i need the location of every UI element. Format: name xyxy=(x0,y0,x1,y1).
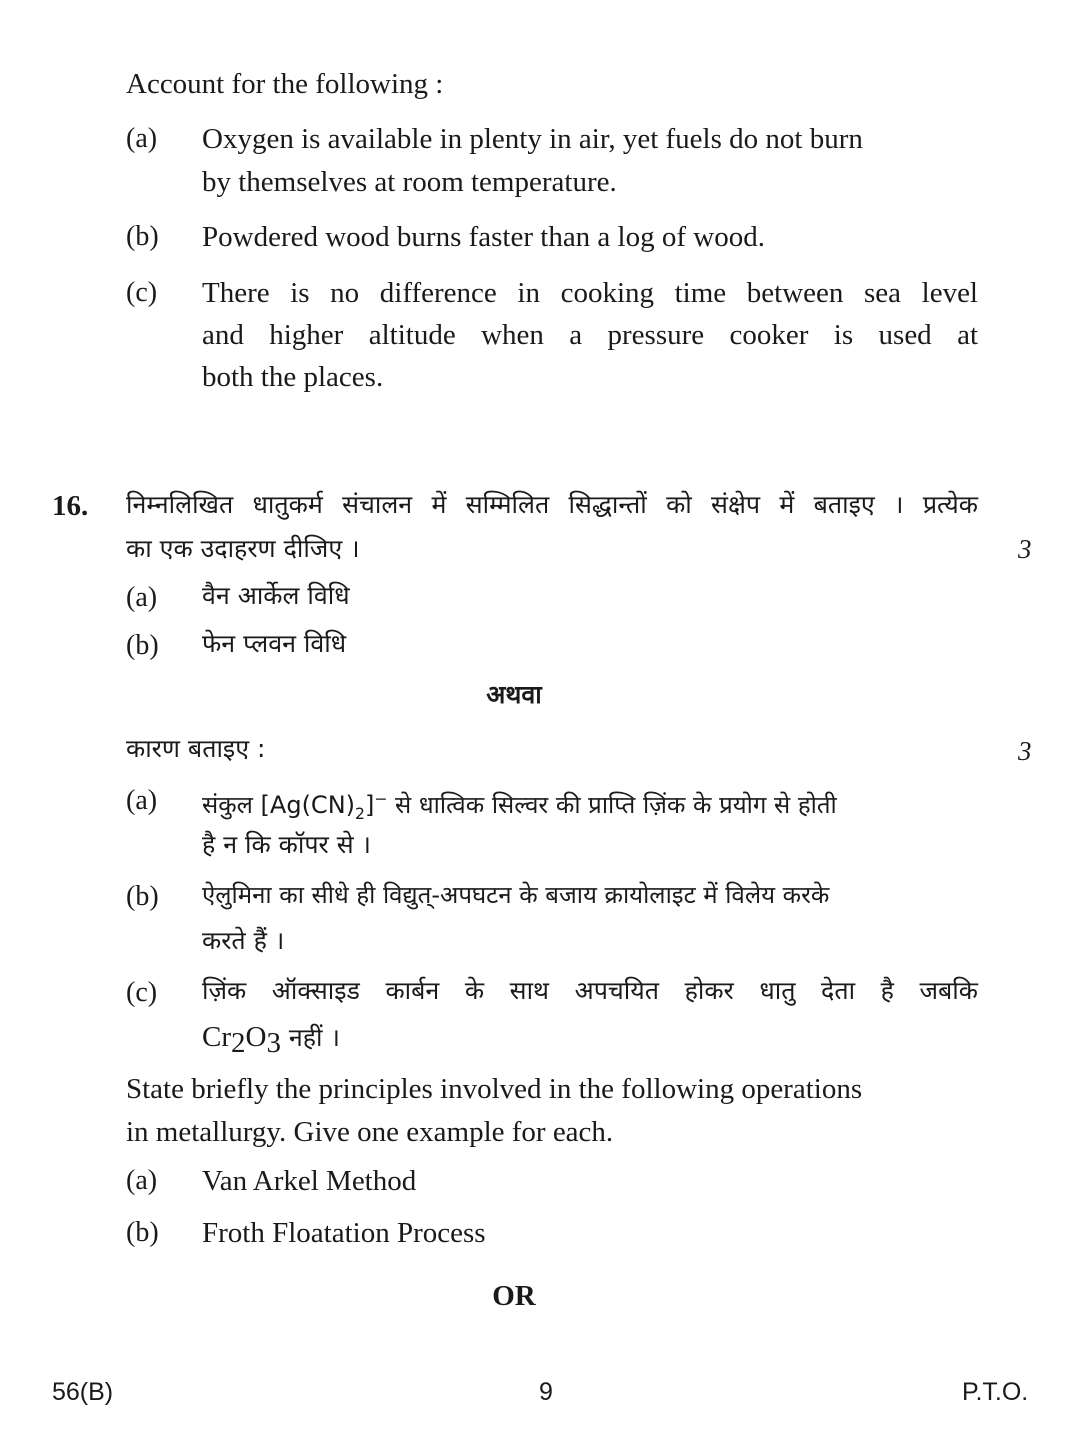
q16-hindi-or-item-c-line1: ज़िंक ऑक्साइड कार्बन के साथ अपचयित होकर धातु देता है जबकि xyxy=(202,976,978,1005)
q15-item-c-line1: There is no difference in cooking time between sea level xyxy=(202,277,978,309)
formula-superscript: − xyxy=(374,790,388,808)
q15-intro: Account for the following : xyxy=(126,68,444,100)
q16-english-or: OR xyxy=(492,1280,536,1312)
q16-or-marks: 3 xyxy=(1018,736,1032,766)
formula-o: O xyxy=(245,1021,267,1053)
q16-english-intro-line1: State briefly the principles involved in the following operations xyxy=(126,1073,863,1105)
complex-text-rest: से धात्विक सिल्वर की प्राप्ति ज़िंक के प्रयोग से होती xyxy=(387,791,837,819)
q16-hindi-or: अथवा xyxy=(486,680,542,709)
q15-item-a-line2: by themselves at room temperature. xyxy=(202,166,617,198)
formula-subscript: 2 xyxy=(355,804,365,823)
q15-item-b-label: (b) xyxy=(126,221,159,252)
formula-subscript-2: 2 xyxy=(231,1027,246,1059)
formula-bracket: ] xyxy=(364,791,375,819)
q16-english-item-b-label: (b) xyxy=(126,1217,159,1248)
q15-item-a-line1: Oxygen is available in plenty in air, yet fuels do not burn xyxy=(202,123,863,155)
q16-hindi-or-item-b-line1: ऐलुमिना का सीधे ही विद्युत्-अपघटन के बजाय क्रायोलाइट में विलेय करके xyxy=(202,881,830,909)
q16-marks: 3 xyxy=(1018,534,1032,564)
paper-code: 56(B) xyxy=(52,1378,114,1406)
q16-hindi-or-item-b-label: (b) xyxy=(126,881,159,912)
q15-item-c-label: (c) xyxy=(126,277,158,308)
q15-item-b-line1: Powdered wood burns faster than a log of wood. xyxy=(202,221,765,253)
q16-hindi-or-item-b-line2: करते हैं । xyxy=(202,926,285,955)
q16-hindi-item-a-label: (a) xyxy=(126,582,158,613)
q16-english-item-b-text: Froth Floatation Process xyxy=(202,1217,486,1249)
q16-hindi-or-item-c-label: (c) xyxy=(126,977,158,1008)
formula-text-rest: नहीं । xyxy=(280,1023,340,1052)
please-turn-over: P.T.O. xyxy=(962,1378,1029,1406)
q16-hindi-item-b-label: (b) xyxy=(126,630,159,661)
q15-item-c-line3: both the places. xyxy=(202,361,384,393)
formula-cr: Cr xyxy=(202,1021,231,1053)
q16-hindi-or-intro: कारण बताइए : xyxy=(126,734,266,763)
q16-hindi-item-a-text: वैन आर्केल विधि xyxy=(202,581,350,610)
q15-item-c-line2: and higher altitude when a pressure cooker is used at xyxy=(202,319,978,351)
q16-english-item-a-label: (a) xyxy=(126,1165,158,1196)
q16-hindi-intro-line1: निम्नलिखित धातुकर्म संचालन में सम्मिलित सिद्धान्तों को संक्षेप में बताइए । प्रत्येक xyxy=(126,490,978,519)
q15-item-a-label: (a) xyxy=(126,123,158,154)
formula-subscript-3: 3 xyxy=(266,1027,281,1059)
q16-english-item-a-text: Van Arkel Method xyxy=(202,1165,417,1197)
q16-number: 16. xyxy=(52,490,89,522)
q16-hindi-or-item-a-line2: है न कि कॉपर से । xyxy=(202,830,372,859)
q16-hindi-or-item-a-label: (a) xyxy=(126,785,158,816)
q16-hindi-item-b-text: फेन प्लवन विधि xyxy=(202,629,347,658)
page-number: 9 xyxy=(539,1378,553,1406)
complex-formula-prefix: संकुल [Ag(CN) xyxy=(202,791,356,819)
q16-hindi-intro-line2: का एक उदाहरण दीजिए । xyxy=(126,534,360,563)
q16-english-intro-line2: in metallurgy. Give one example for each. xyxy=(126,1116,614,1148)
q16-hindi-or-item-c-line2 xyxy=(202,1016,340,1064)
